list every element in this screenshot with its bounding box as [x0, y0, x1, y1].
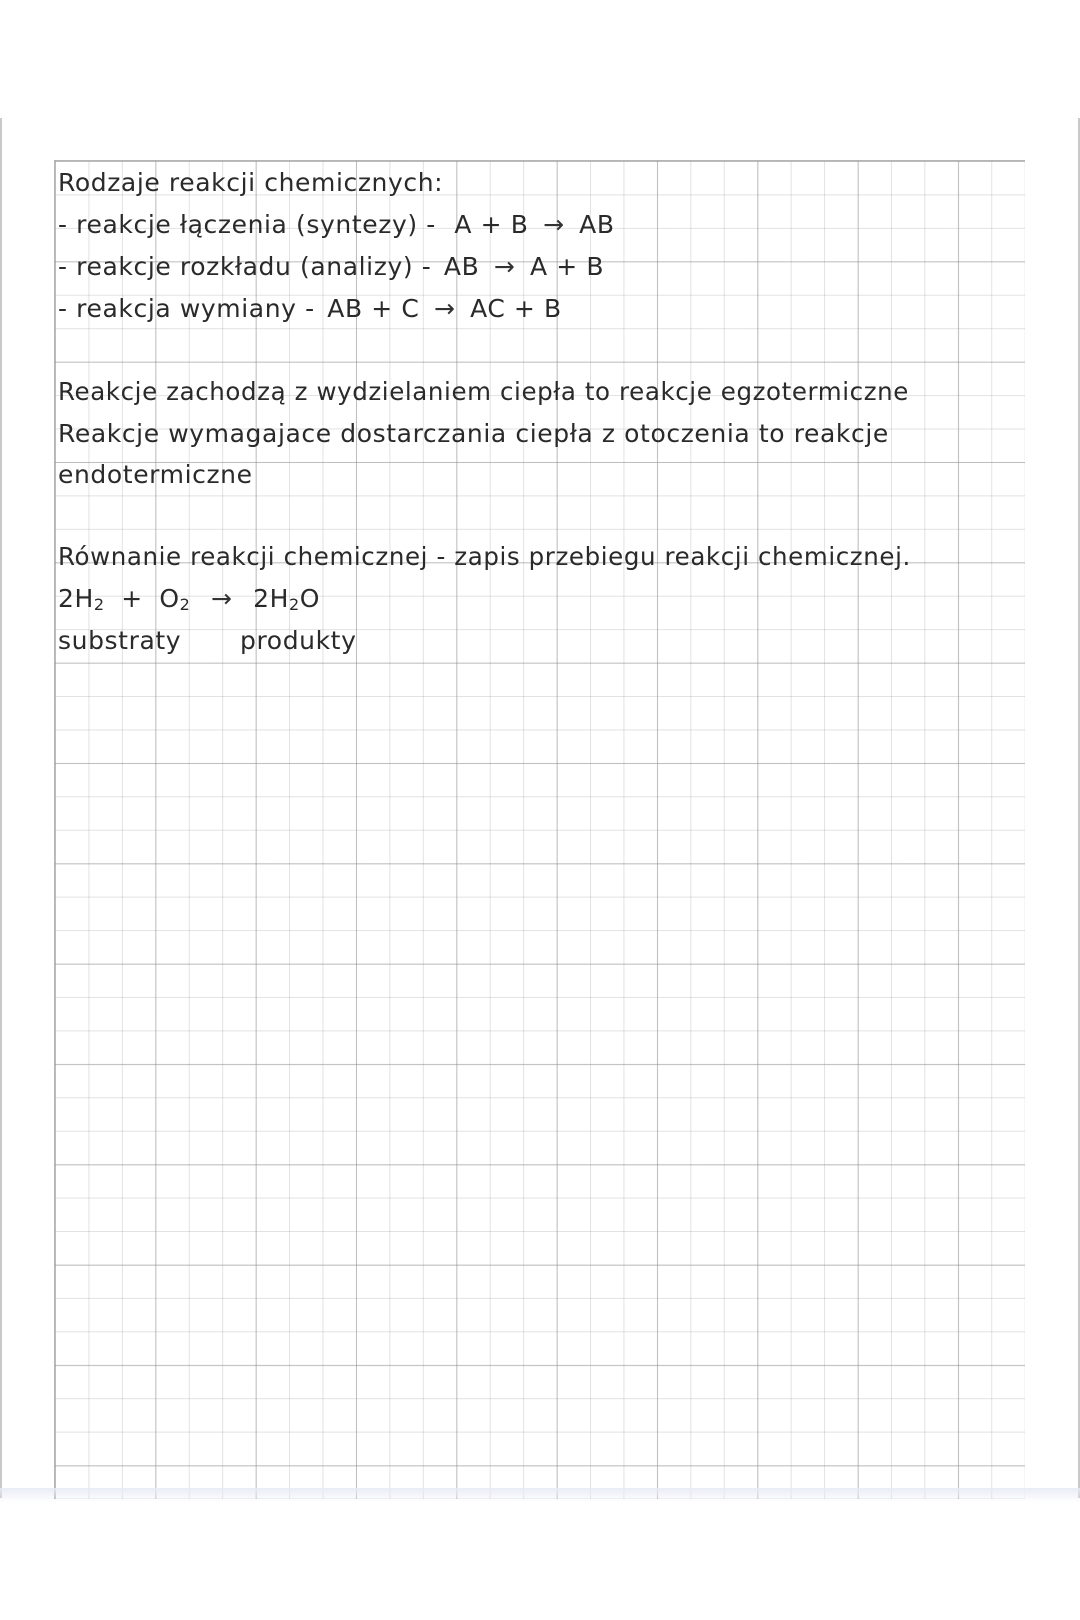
list-item-exchange	[58, 294, 562, 323]
equation-left: A + B	[454, 210, 529, 239]
products-label: produkty	[240, 626, 357, 655]
item-label: - reakcje łączenia (syntezy) -	[58, 210, 436, 239]
example-equation	[58, 584, 320, 614]
h2o-h: 2H	[253, 584, 289, 613]
heading-reaction-types: Rodzaje reakcji chemicznych:	[58, 168, 444, 197]
list-item-decomposition	[58, 252, 604, 281]
page-bottom-shadow	[0, 1488, 1080, 1502]
arrow-icon: →	[493, 252, 516, 281]
h2o-o: O	[299, 584, 321, 613]
item-label: - reakcje rozkładu (analizy) -	[58, 252, 432, 281]
equation-right: AB	[579, 210, 615, 239]
equation-left: AB	[443, 252, 480, 281]
endothermic-definition: Reakcje wymagajace dostarczania ciepła z otoczenia to reakcje	[58, 419, 889, 448]
o2-subscript: 2	[179, 595, 191, 614]
h2o-subscript: 2	[288, 595, 300, 614]
arrow-icon: →	[210, 584, 233, 613]
item-label: - reakcja wymiany -	[58, 294, 315, 323]
plus-sign: +	[121, 584, 143, 613]
equation-left: AB + C	[327, 294, 420, 323]
h2-subscript: 2	[93, 595, 105, 614]
h2-coefficient: 2H	[58, 584, 94, 613]
arrow-icon: →	[433, 294, 456, 323]
equation-definition: Równanie reakcji chemicznej - zapis przebiegu reakcji chemicznej.	[58, 542, 911, 571]
arrow-icon: →	[543, 210, 565, 239]
exothermic-definition: Reakcje zachodzą z wydzielaniem ciepła to reakcje egzotermiczne	[58, 377, 909, 406]
endothermic-term: endotermiczne	[58, 460, 253, 489]
grid-paper	[54, 160, 1025, 1499]
equation-right: A + B	[530, 252, 605, 281]
o2-symbol: O	[159, 584, 180, 613]
list-item-synthesis	[58, 210, 615, 239]
substrates-label: substraty	[58, 626, 182, 655]
equation-right: AC + B	[470, 294, 562, 323]
